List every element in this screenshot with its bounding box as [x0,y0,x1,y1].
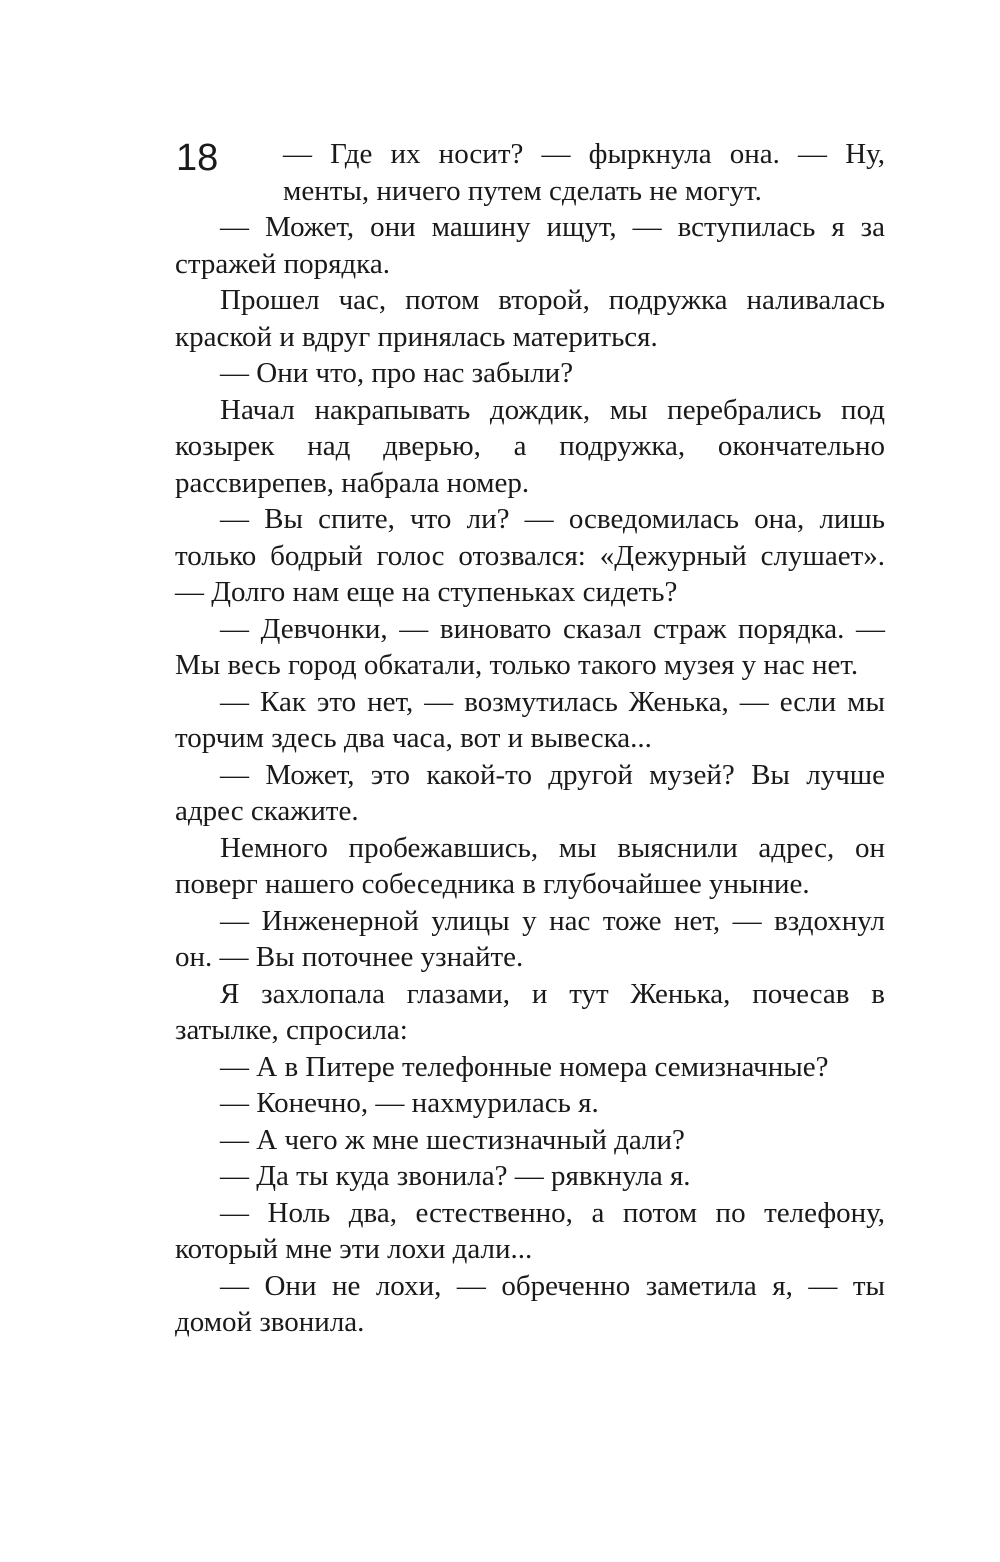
paragraph: — Конечно, — нахмурилась я. [220,1087,599,1119]
paragraph: — Вы спите, что ли? — осведомилась она, лишь только бодрый голос отозвался: «Дежурный слушает». — Долго нам еще на ступеньках сидеть? [175,503,885,608]
paragraph: — Как это нет, — возмутилась Женька, — если мы торчим здесь два часа, вот и вывеска... [175,685,885,754]
paragraph: Я захлопала глазами, и тут Женька, почесав в затылке, спросила: [175,977,885,1046]
paragraph: — А чего ж мне шестизначный дали? [220,1123,685,1156]
paragraph: — Может, они машину ищут, — вступилась я за стражей порядка. [175,211,885,280]
paragraph: — Ноль два, естественно, а потом по телефону, который мне эти лохи дали... [175,1196,885,1265]
page-number: 18 [176,137,219,179]
paragraph: Немного пробежавшись, мы выяснили адрес, он поверг нашего собеседника в глубочайшее уныние. [175,831,885,900]
paragraph: — Инженерной улицы у нас тоже нет, — вздохнул он. — Вы поточнее узнайте. [175,904,885,973]
body-text [175,136,885,1341]
paragraph: — Где их носит? — фыркнула она. — Ну, менты, ничего путем сделать не могут. [283,138,885,207]
paragraph: — Они что, про нас забыли? [220,357,574,389]
paragraph: — Они не лохи, — обреченно заметила я, — ты домой звонила. [175,1269,885,1338]
paragraph: — Девчонки, — виновато сказал страж порядка. — Мы весь город обкатали, только такого музея у нас нет. [175,612,885,681]
paragraph: Прошел час, потом второй, подружка наливалась краской и вдруг принялась материться. [175,284,885,353]
paragraph: Начал накрапывать дождик, мы перебрались под козырек над дверью, а подружка, окончательно рассвирепев, набрала номер. [175,393,885,499]
paragraph: — Может, это какой-то другой музей? Вы лучше адрес скажите. [175,758,885,827]
paragraph: — А в Питере телефонные номера семизначные? [220,1050,829,1083]
paragraph: — Да ты куда звонила? — рявкнула я. [220,1160,691,1192]
